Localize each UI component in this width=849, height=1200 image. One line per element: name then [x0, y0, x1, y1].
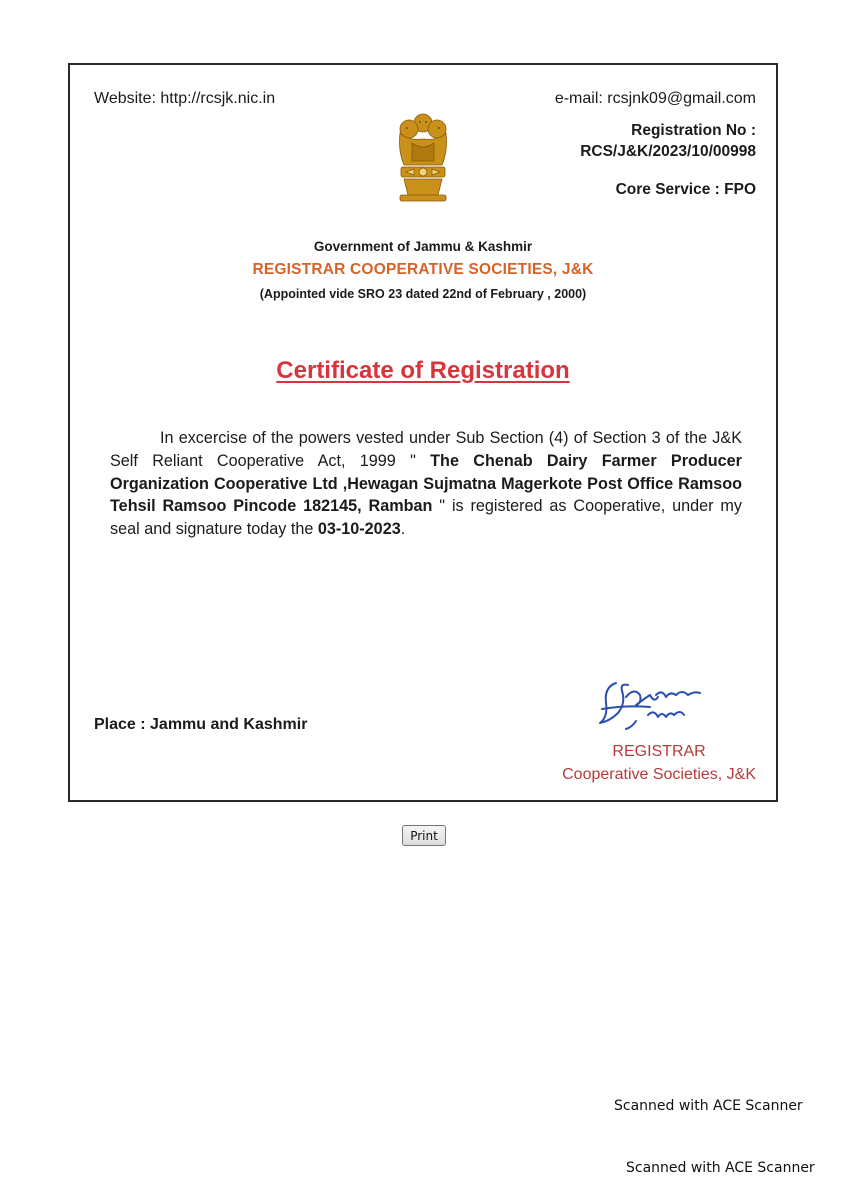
- signature-icon: [596, 677, 708, 733]
- body-end: .: [400, 520, 406, 539]
- certificate-body: [110, 427, 742, 541]
- scanner-watermark-1: Scanned with ACE Scanner: [614, 1098, 803, 1114]
- scanner-watermark-2: Scanned with ACE Scanner: [626, 1160, 815, 1176]
- registrar-subtitle: Cooperative Societies, J&K: [562, 766, 756, 783]
- registrar-office-heading: REGISTRAR COOPERATIVE SOCIETIES, J&K: [252, 261, 594, 278]
- body-intro: In excercise of the powers vested under Sub Section (4) of Section 3 of the J&K Self Reliant Cooperative Act, 1999 ": [110, 429, 742, 470]
- society-name: The Chenab Dairy Farmer Producer Organization Cooperative Ltd ,Hewagan Sujmatna Magerkote Post Office Ramsoo Tehsil Ramsoo Pincode 182145, Ramban: [110, 451, 742, 516]
- registration-date: 03-10-2023: [317, 520, 401, 539]
- email-text: e-mail: rcsjnk09@gmail.com: [554, 90, 756, 107]
- place-text: Place : Jammu and Kashmir: [94, 716, 308, 733]
- certificate-title: Certificate of Registration: [276, 357, 570, 384]
- registrar-signature-block: [562, 740, 756, 786]
- appointment-note: (Appointed vide SRO 23 dated 22nd of February , 2000): [259, 287, 587, 301]
- body-middle: " is registered as Cooperative, under my seal and signature today the: [110, 497, 742, 539]
- registrar-title: REGISTRAR: [612, 743, 706, 760]
- registration-block: [580, 120, 756, 162]
- government-heading: Government of Jammu & Kashmir: [313, 239, 533, 254]
- registration-number: RCS/J&K/2023/10/00998: [580, 143, 756, 160]
- national-emblem-icon: [390, 111, 456, 203]
- core-service: Core Service : FPO: [615, 181, 756, 198]
- website-text: Website: http://rcsjk.nic.in: [94, 90, 276, 107]
- certificate-frame: [68, 63, 778, 802]
- print-button[interactable]: Print: [402, 825, 446, 846]
- registration-label: Registration No :: [631, 122, 756, 139]
